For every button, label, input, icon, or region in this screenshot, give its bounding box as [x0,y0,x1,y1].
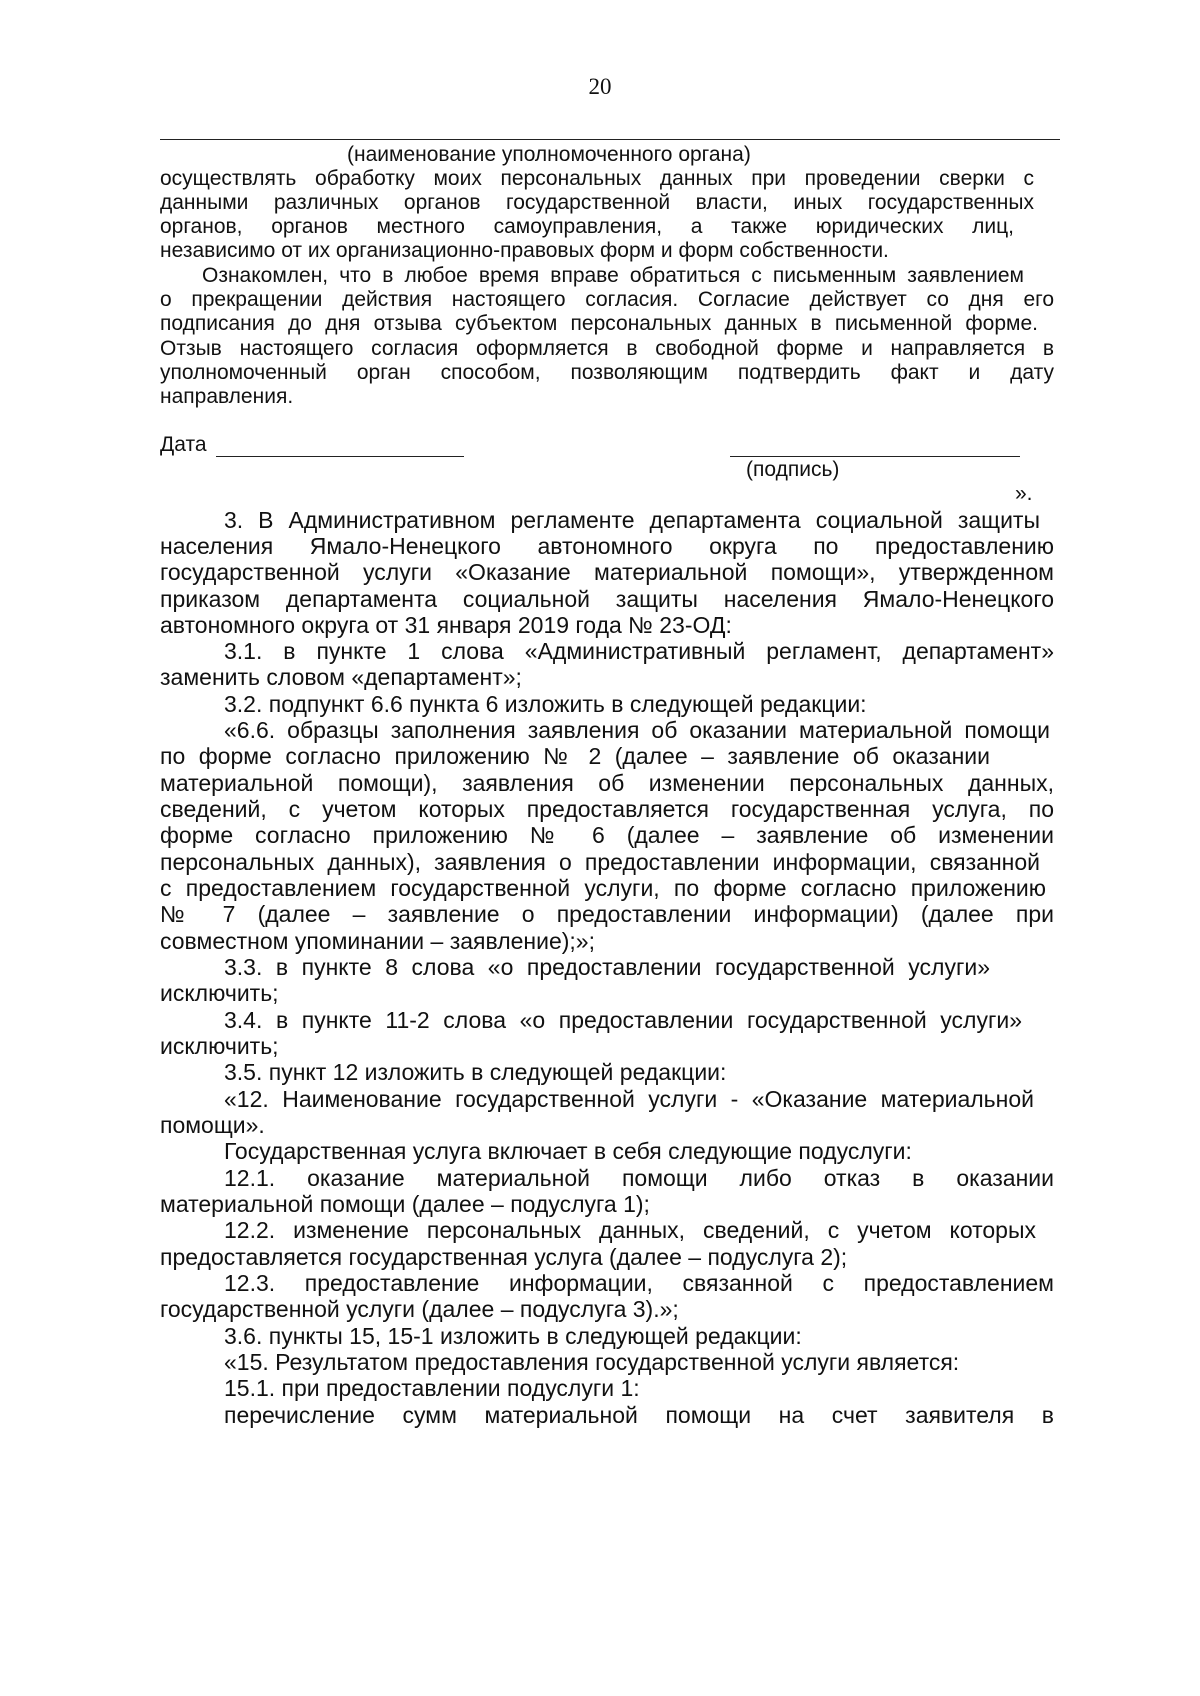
body-line: по форме согласно приложению № 2 (далее – заявление об оказании [160,743,990,769]
body-line: населения Ямало-Ненецкого автономного округа по предоставлению [160,533,1054,559]
body-line: государственной услуги (далее – подуслуга 3).»; [160,1296,679,1322]
authority-name-line [160,139,1060,140]
notice-line: подписания до дня отзыва субъектом персональных данных в письменной форме. [160,312,1038,335]
notice-line: Ознакомлен, что в любое время вправе обратиться с письменным заявлением [202,264,1024,287]
consent-line: данными различных органов государственной власти, иных государственных [160,191,1034,214]
closing-quote: ». [1015,482,1033,505]
body-line: помощи». [160,1112,265,1138]
body-line: предоставляется государственная услуга (далее – подуслуга 2); [160,1244,848,1270]
body-line: «12. Наименование государственной услуги - «Оказание материальной [224,1086,1034,1112]
notice-line: Отзыв настоящего согласия оформляется в свободной форме и направляется в [160,337,1054,360]
body-line: автономного округа от 31 января 2019 года № 23-ОД: [160,612,732,638]
body-line: 12.1. оказание материальной помощи либо отказ в оказании [224,1165,1054,1191]
consent-line: органов, органов местного самоуправления, а также юридических лиц, [160,215,1014,238]
date-label: Дата [160,433,207,456]
body-line: 12.2. изменение персональных данных, сведений, с учетом которых [224,1217,1036,1243]
body-line: № 7 (далее – заявление о предоставлении информации) (далее при [160,901,1054,927]
body-line: 12.3. предоставление информации, связанной с предоставлением [224,1270,1054,1296]
body-line: форме согласно приложению № 6 (далее – заявление об изменении [160,822,1054,848]
body-line: сведений, с учетом которых предоставляется государственная услуга, по [160,796,1054,822]
body-line: 3.2. подпункт 6.6 пункта 6 изложить в следующей редакции: [224,691,867,717]
body-line: исключить; [160,1033,279,1059]
signature-line [730,456,1020,457]
body-line: 3.6. пункты 15, 15-1 изложить в следующей редакции: [224,1323,802,1349]
body-line: Государственная услуга включает в себя следующие подуслуги: [224,1138,912,1164]
body-line: материальной помощи), заявления об изменении персональных данных, [160,770,1054,796]
body-line: совместном упоминании – заявление);»; [160,928,595,954]
notice-line: о прекращении действия настоящего согласия. Согласие действует со дня его [160,288,1054,311]
consent-line: независимо от их организационно-правовых форм и форм собственности. [160,239,889,262]
body-line: 3.1. в пункте 1 слова «Административный регламент, департамент» [224,638,1054,664]
body-line: приказом департамента социальной защиты населения Ямало-Ненецкого [160,586,1054,612]
date-line [216,456,464,457]
body-line: с предоставлением государственной услуги, по форме согласно приложению [160,875,1046,901]
authority-caption: (наименование уполномоченного органа) [347,143,751,166]
page-number: 20 [588,74,612,99]
body-line: 3. В Административном регламенте департамента социальной защиты [224,507,1040,533]
body-line: персональных данных), заявления о предоставлении информации, связанной [160,849,1040,875]
body-line: материальной помощи (далее – подуслуга 1); [160,1191,650,1217]
body-line: перечисление сумм материальной помощи на счет заявителя в [224,1402,1054,1428]
body-line: 15.1. при предоставлении подуслуги 1: [224,1375,640,1401]
body-line: заменить словом «департамент»; [160,664,522,690]
body-line: «6.6. образцы заполнения заявления об оказании материальной помощи [224,717,1050,743]
body-line: «15. Результатом предоставления государственной услуги является: [224,1349,960,1375]
consent-line: осуществлять обработку моих персональных данных при проведении сверки с [160,167,1034,190]
notice-line: направления. [160,385,294,408]
notice-line: уполномоченный орган способом, позволяющим подтвердить факт и дату [160,361,1054,384]
body-line: исключить; [160,980,279,1006]
body-line: 3.5. пункт 12 изложить в следующей редакции: [224,1059,727,1085]
body-line: 3.3. в пункте 8 слова «о предоставлении государственной услуги» [224,954,990,980]
signature-caption: (подпись) [746,458,840,481]
body-line: 3.4. в пункте 11-2 слова «о предоставлении государственной услуги» [224,1007,1022,1033]
body-line: государственной услуги «Оказание материальной помощи», утвержденном [160,559,1054,585]
